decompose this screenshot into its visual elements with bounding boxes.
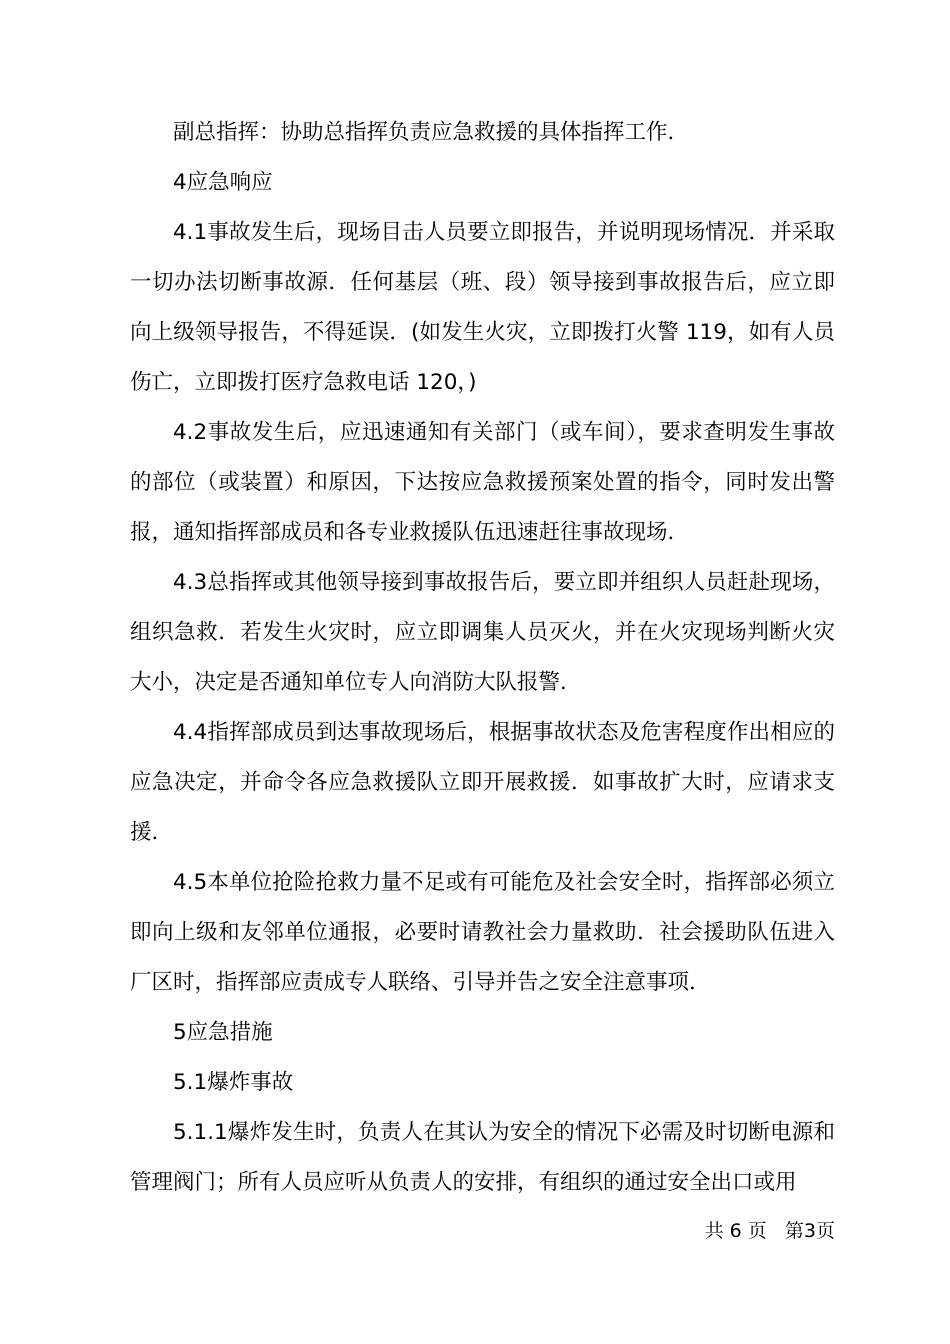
paragraph-4-2: 4.2事故发生后，应迅速通知有关部门（或车间），要求查明发生事故的部位（或装置）和原因，下达按应急救援预案处置的指令，同时发出警报，通知指挥部成员和各专业救援队伍迅速赶往事故现场． — [130, 420, 835, 545]
document-body — [130, 108, 835, 1208]
heading-emergency-measures: 5应急措施 — [173, 1020, 273, 1045]
paragraph-deputy-commander: 副总指挥：协助总指挥负责应急救援的具体指挥工作． — [173, 120, 690, 145]
paragraph-4-5: 4.5本单位抢险抢救力量不足或有可能危及社会安全时，指挥部必须立即向上级和友邻单位通报，必要时请教社会力量救助．社会援助队伍进入厂区时，指挥部应责成专人联络、引导并告之安全注意事项． — [130, 870, 835, 995]
heading-emergency-response: 4应急响应 — [173, 170, 273, 195]
paragraph-4-4: 4.4指挥部成员到达事故现场后，根据事故状态及危害程度作出相应的应急决定，并命令各应急救援队立即开展救援．如事故扩大时，应请求支援． — [130, 720, 835, 845]
paragraph-5-1-1: 5.1.1爆炸发生时，负责人在其认为安全的情况下必需及时切断电源和管理阀门；所有人员应听从负责人的安排，有组织的通过安全出口或用 — [130, 1120, 835, 1195]
paragraph-4-1: 4.1事故发生后，现场目击人员要立即报告，并说明现场情况．并采取一切办法切断事故源．任何基层（班、段）领导接到事故报告后，应立即向上级领导报告，不得延误．(如发生火灾，立即拨打火警 119，如有人员伤亡，立即拨打医疗急救电话 120，) — [130, 220, 835, 395]
page-number-footer: 共 6 页 第3页 — [704, 1220, 835, 1242]
heading-explosion-accident: 5.1爆炸事故 — [173, 1070, 294, 1095]
paragraph-4-3: 4.3总指挥或其他领导接到事故报告后，要立即并组织人员赶赴现场，组织急救．若发生火灾时，应立即调集人员灭火，并在火灾现场判断火灾大小，决定是否通知单位专人向消防大队报警． — [130, 570, 835, 695]
